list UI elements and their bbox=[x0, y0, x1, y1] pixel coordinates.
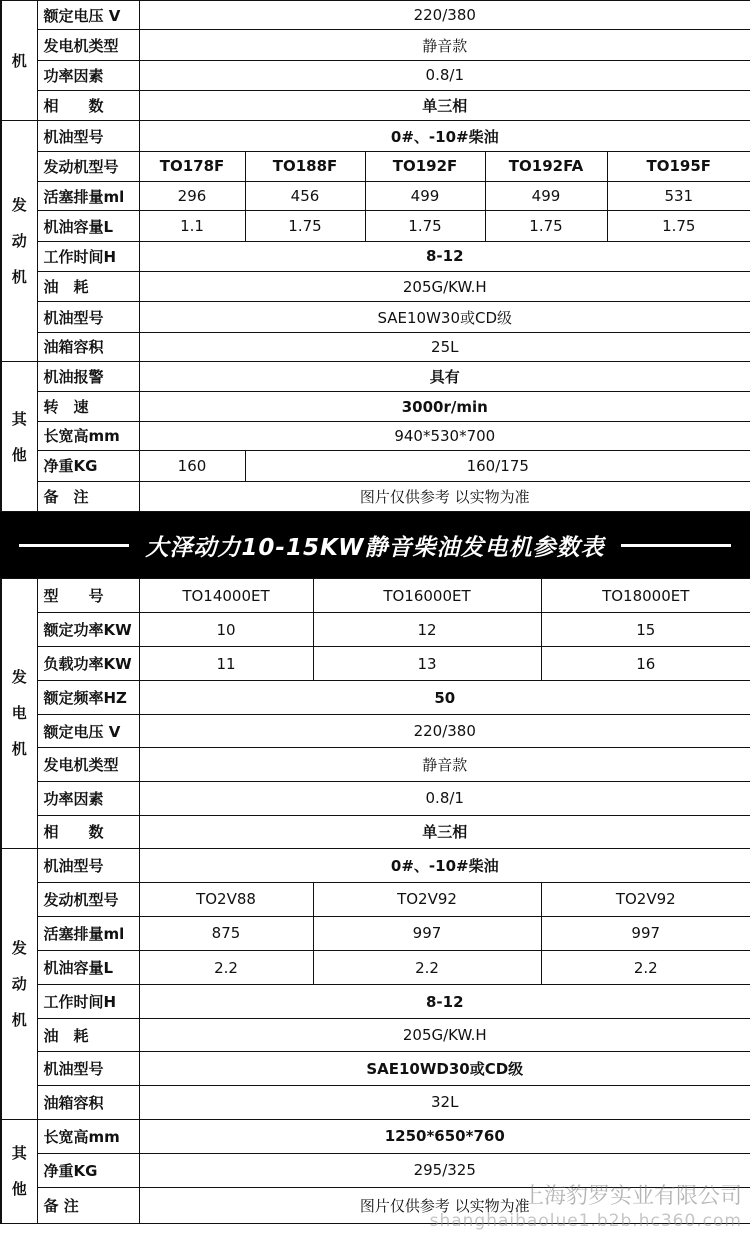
label-weight: 净重KG bbox=[37, 451, 139, 481]
value-oil-type: 0#、-10#柴油 bbox=[139, 848, 750, 882]
value-power-factor: 0.8/1 bbox=[139, 60, 750, 90]
engine-model-cell: TO188F bbox=[245, 151, 365, 181]
label-remark: 备 注 bbox=[37, 1187, 139, 1223]
displacement-cell: 456 bbox=[245, 182, 365, 211]
engine-model-cell: TO192F bbox=[365, 151, 485, 181]
model-cell: TO16000ET bbox=[313, 579, 541, 613]
label-weight: 净重KG bbox=[37, 1153, 139, 1187]
label-oil-capacity: 机油容量L bbox=[37, 211, 139, 241]
label-dims: 长宽高mm bbox=[37, 1119, 139, 1153]
label-work-time: 工作时间H bbox=[37, 985, 139, 1019]
displacement-cell: 997 bbox=[541, 916, 750, 950]
value-phase: 单三相 bbox=[139, 91, 750, 121]
engine-model-cell: TO178F bbox=[139, 151, 245, 181]
oil-capacity-cell: 1.75 bbox=[365, 211, 485, 241]
displacement-cell: 296 bbox=[139, 182, 245, 211]
load-power-cell: 16 bbox=[541, 647, 750, 681]
label-engine-model: 发动机型号 bbox=[37, 882, 139, 916]
banner-left-rule bbox=[19, 544, 129, 547]
top-spec-sheet bbox=[0, 0, 750, 512]
value-oil-alarm: 具有 bbox=[139, 362, 750, 392]
engine-model-cell: TO2V92 bbox=[313, 882, 541, 916]
section-title-banner bbox=[0, 512, 750, 578]
label-work-time: 工作时间H bbox=[37, 241, 139, 271]
label-rated-voltage: 额定电压 V bbox=[37, 715, 139, 748]
label-model: 型 号 bbox=[37, 579, 139, 613]
displacement-cell: 499 bbox=[485, 182, 607, 211]
section-engine: 发 动 机 bbox=[1, 121, 37, 362]
value-speed: 3000r/min bbox=[139, 392, 750, 421]
label-rated-freq: 额定频率HZ bbox=[37, 681, 139, 715]
value-power-factor: 0.8/1 bbox=[139, 781, 750, 815]
load-power-cell: 13 bbox=[313, 647, 541, 681]
oil-capacity-cell: 1.75 bbox=[245, 211, 365, 241]
label-load-power: 负载功率KW bbox=[37, 647, 139, 681]
section-engine: 发 动 机 bbox=[1, 848, 37, 1119]
engine-model-cell: TO2V92 bbox=[541, 882, 750, 916]
engine-model-cell: TO2V88 bbox=[139, 882, 313, 916]
value-rated-freq: 50 bbox=[139, 681, 750, 715]
value-lube-type: SAE10W30或CD级 bbox=[139, 302, 750, 332]
value-dims: 940*530*700 bbox=[139, 421, 750, 450]
value-work-time: 8-12 bbox=[139, 241, 750, 271]
value-lube-type: SAE10WD30或CD级 bbox=[139, 1052, 750, 1086]
label-gen-type: 发电机类型 bbox=[37, 748, 139, 781]
value-remark: 图片仅供参考 以实物为准 bbox=[139, 1187, 750, 1223]
value-consumption: 205G/KW.H bbox=[139, 1019, 750, 1052]
engine-model-cell: TO192FA bbox=[485, 151, 607, 181]
value-gen-type: 静音款 bbox=[139, 30, 750, 60]
label-phase: 相 数 bbox=[37, 815, 139, 848]
oil-capacity-cell: 2.2 bbox=[313, 951, 541, 985]
label-displacement: 活塞排量ml bbox=[37, 916, 139, 950]
watermark-company: 上海豹罗实业有限公司 bbox=[521, 1184, 742, 1209]
label-dims: 长宽高mm bbox=[37, 421, 139, 450]
model-cell: TO18000ET bbox=[541, 579, 750, 613]
label-oil-type: 机油型号 bbox=[37, 121, 139, 151]
label-oil-capacity: 机油容量L bbox=[37, 951, 139, 985]
label-rated-voltage: 额定电压 V bbox=[37, 1, 139, 30]
watermark-url: shanghaibaolue1.b2b.hc360.com bbox=[429, 1211, 742, 1231]
rated-power-cell: 15 bbox=[541, 613, 750, 647]
bottom-spec-table bbox=[0, 578, 750, 1224]
label-tank: 油箱容积 bbox=[37, 332, 139, 361]
value-weight: 295/325 bbox=[139, 1153, 750, 1187]
label-consumption: 油 耗 bbox=[37, 1019, 139, 1052]
load-power-cell: 11 bbox=[139, 647, 313, 681]
bottom-spec-sheet bbox=[0, 578, 750, 1224]
displacement-cell: 499 bbox=[365, 182, 485, 211]
label-displacement: 活塞排量ml bbox=[37, 182, 139, 211]
displacement-cell: 531 bbox=[607, 182, 750, 211]
oil-capacity-cell: 1.75 bbox=[485, 211, 607, 241]
label-lube-type: 机油型号 bbox=[37, 1052, 139, 1086]
banner-title: 大泽动力10-15KW静音柴油发电机参数表 bbox=[145, 534, 605, 561]
model-cell: TO14000ET bbox=[139, 579, 313, 613]
label-remark: 备 注 bbox=[37, 481, 139, 512]
value-oil-type: 0#、-10#柴油 bbox=[139, 121, 750, 151]
label-speed: 转 速 bbox=[37, 392, 139, 421]
value-tank: 32L bbox=[139, 1086, 750, 1119]
oil-capacity-cell: 2.2 bbox=[139, 951, 313, 985]
value-dims: 1250*650*760 bbox=[139, 1119, 750, 1153]
label-oil-alarm: 机油报警 bbox=[37, 362, 139, 392]
displacement-cell: 997 bbox=[313, 916, 541, 950]
weight-cell: 160 bbox=[139, 451, 245, 481]
value-remark: 图片仅供参考 以实物为准 bbox=[139, 481, 750, 512]
value-tank: 25L bbox=[139, 332, 750, 361]
label-tank: 油箱容积 bbox=[37, 1086, 139, 1119]
label-rated-power: 额定功率KW bbox=[37, 613, 139, 647]
banner-right-rule bbox=[621, 544, 731, 547]
value-gen-type: 静音款 bbox=[139, 748, 750, 781]
label-consumption: 油 耗 bbox=[37, 272, 139, 302]
label-lube-type: 机油型号 bbox=[37, 302, 139, 332]
section-other: 其 他 bbox=[1, 362, 37, 512]
section-generator: 发 电 机 bbox=[1, 579, 37, 849]
label-gen-type: 发电机类型 bbox=[37, 30, 139, 60]
oil-capacity-cell: 1.75 bbox=[607, 211, 750, 241]
top-spec-table bbox=[0, 0, 750, 512]
rated-power-cell: 10 bbox=[139, 613, 313, 647]
section-generator: 机 bbox=[1, 1, 37, 121]
displacement-cell: 875 bbox=[139, 916, 313, 950]
value-consumption: 205G/KW.H bbox=[139, 272, 750, 302]
value-rated-voltage: 220/380 bbox=[139, 1, 750, 30]
rated-power-cell: 12 bbox=[313, 613, 541, 647]
value-phase: 单三相 bbox=[139, 815, 750, 848]
label-power-factor: 功率因素 bbox=[37, 60, 139, 90]
oil-capacity-cell: 1.1 bbox=[139, 211, 245, 241]
value-work-time: 8-12 bbox=[139, 985, 750, 1019]
label-oil-type: 机油型号 bbox=[37, 848, 139, 882]
label-phase: 相 数 bbox=[37, 91, 139, 121]
section-other: 其 他 bbox=[1, 1119, 37, 1224]
label-power-factor: 功率因素 bbox=[37, 781, 139, 815]
value-rated-voltage: 220/380 bbox=[139, 715, 750, 748]
weight-cell: 160/175 bbox=[245, 451, 750, 481]
oil-capacity-cell: 2.2 bbox=[541, 951, 750, 985]
label-engine-model: 发动机型号 bbox=[37, 151, 139, 181]
engine-model-cell: TO195F bbox=[607, 151, 750, 181]
